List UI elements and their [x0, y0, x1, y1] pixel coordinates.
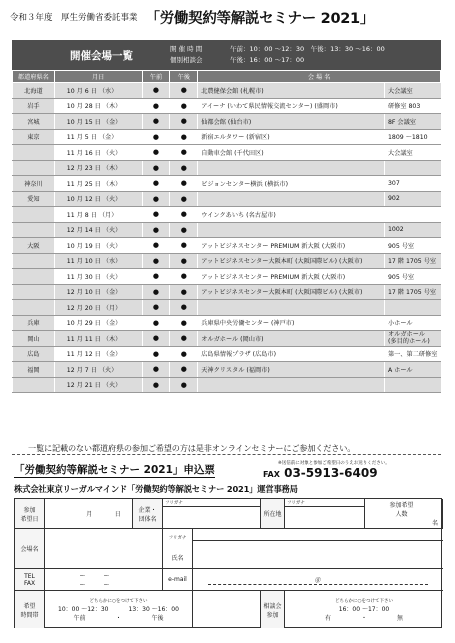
dash-4: ー: [103, 581, 128, 589]
name-furigana-label: フリガナ: [168, 536, 187, 541]
am-dot: ●: [142, 331, 170, 347]
pm-dot: ●: [170, 253, 198, 269]
time-note: どちらかに○をつけて下さい: [89, 598, 148, 604]
venue-cell: 天神クリスタル (福岡市): [198, 362, 385, 378]
venue-cell: 兵庫県中央労働センター (神戸市): [198, 315, 385, 331]
tel-dashes: [79, 571, 127, 580]
schedule-row: [13, 346, 441, 362]
venue-cell: [198, 160, 385, 176]
venue-cell: [198, 377, 385, 393]
room-cell: 大会議室: [384, 83, 440, 99]
page-title: 「労働契約等解説セミナー 2021」: [145, 10, 375, 27]
schedule-row: [13, 176, 441, 192]
pm-dot: ●: [170, 207, 198, 223]
location-label: 所在地: [261, 499, 285, 529]
fax-label: FAX: [263, 470, 280, 479]
date-cell: 10 月 12 日 （火）: [54, 191, 142, 207]
date-cell: 10 月 28 日 （木）: [54, 98, 142, 114]
pref-cell: [13, 300, 55, 316]
schedule-row: [13, 331, 441, 347]
no-option[interactable]: 無: [397, 614, 404, 622]
schedule-row: [13, 269, 441, 285]
am-dot: ●: [142, 346, 170, 362]
pref-cell: [13, 269, 55, 285]
cut-line: [12, 454, 441, 455]
date-cell: 12 月 7 日 （火）: [54, 362, 142, 378]
schedule-row: [13, 300, 441, 316]
pref-cell: 宮城: [13, 114, 55, 130]
venue-field[interactable]: [45, 529, 163, 569]
pref-cell: 愛知: [13, 191, 55, 207]
blank-cell: [193, 591, 261, 628]
col-pref: 都道府県名: [13, 71, 55, 83]
am-dot: ●: [142, 284, 170, 300]
room-line-2: (多目的ホール): [387, 338, 430, 346]
pref-cell: [13, 377, 55, 393]
pref-cell: 大阪: [13, 238, 55, 254]
venue-cell: ビジョンセンター横浜 (横浜市): [198, 176, 385, 192]
furigana-label: フリガナ: [165, 500, 183, 506]
location-field[interactable]: [285, 507, 365, 529]
schedule-row: [13, 238, 441, 254]
venue-cell: 仙都会館 (仙台市): [198, 114, 385, 130]
room-cell: 研修室 803: [384, 98, 440, 114]
yes-option[interactable]: 有: [324, 614, 331, 622]
date-cell: 10 月 29 日 （金）: [54, 315, 142, 331]
date-cell: 12 月 20 日 （月）: [54, 300, 142, 316]
venue-label: 会場名: [15, 529, 45, 569]
time-pm: 13：30 ～16：00: [128, 605, 179, 613]
count-label: 参加希望 人数: [389, 502, 414, 518]
schedule-row: [13, 207, 441, 223]
fax-label-2: FAX: [23, 579, 36, 587]
dash-3: ー: [79, 581, 104, 589]
pref-cell: 東京: [13, 129, 55, 145]
fax-number: [263, 466, 378, 480]
dash-2: ー: [103, 572, 128, 580]
room-cell: [384, 377, 440, 393]
tel-fax-field[interactable]: [45, 569, 163, 591]
col-am: 午前: [142, 71, 170, 83]
schedule-row: [13, 191, 441, 207]
session-time: 午前：10：00 ～12：30 午後：13：30 ～16：00: [230, 45, 385, 53]
col-venue: 会 場 名: [198, 71, 441, 83]
pm-dot: ●: [170, 346, 198, 362]
time-ranges: [58, 604, 179, 613]
am-dot: ●: [142, 191, 170, 207]
room-cell: [384, 160, 440, 176]
email-field[interactable]: [193, 569, 443, 591]
at-sign: ＠: [208, 575, 428, 585]
am-dot: ●: [142, 83, 170, 99]
room-cell: 1002: [384, 222, 440, 238]
page-header: [10, 4, 446, 30]
pref-cell: [13, 207, 55, 223]
room-cell: 17 階 1705 号室: [384, 253, 440, 269]
date-field[interactable]: [45, 499, 133, 529]
session-time-label: 開 催 時 間: [170, 45, 203, 53]
schedule-row: [13, 377, 441, 393]
banner-times: [170, 44, 385, 66]
am-dot: ●: [142, 222, 170, 238]
company-label: 企業・ 団体名: [133, 499, 163, 529]
date-cell: 10 月 6 日 （水）: [54, 83, 142, 99]
schedule-row: [13, 253, 441, 269]
date-label: 参加 希望日: [15, 499, 45, 529]
am-dot: ●: [142, 315, 170, 331]
venue-list-banner: [12, 40, 441, 70]
pref-cell: 広島: [13, 346, 55, 362]
am-dot: ●: [142, 160, 170, 176]
pm-dot: ●: [170, 269, 198, 285]
pm-dot: ●: [170, 83, 198, 99]
venue-cell: 自動車会館 (千代田区): [198, 145, 385, 161]
pref-cell: 神奈川: [13, 176, 55, 192]
name-furigana-field[interactable]: [193, 529, 443, 541]
am-dot: ●: [142, 300, 170, 316]
pm-dot: ●: [170, 377, 198, 393]
schedule-row: [13, 83, 441, 99]
date-cell: 10 月 15 日 （金）: [54, 114, 142, 130]
email-label: e-mail: [163, 569, 193, 591]
pm-dot: ●: [170, 238, 198, 254]
date-cell: 11 月 16 日 （火）: [54, 145, 142, 161]
pm-dot: ●: [170, 145, 198, 161]
venue-cell: アットビジネスセンター PREMIUM 新大阪 (大阪市): [198, 269, 385, 285]
pm-dot: ●: [170, 176, 198, 192]
application-title: 「労働契約等解説セミナー 2021」申込票: [14, 464, 215, 476]
time-label: 希望 時間帯: [15, 591, 45, 628]
schedule-row: [13, 114, 441, 130]
am-dot: ●: [142, 176, 170, 192]
pm-dot: ●: [170, 129, 198, 145]
furigana-label-2: フリガナ: [287, 500, 305, 506]
date-cell: 11 月 25 日 （木）: [54, 176, 142, 192]
schedule-row: [13, 129, 441, 145]
am-dot: ●: [142, 145, 170, 161]
name-field[interactable]: [193, 541, 443, 569]
venue-cell: 広島県情報プラザ (広島市): [198, 346, 385, 362]
month-text: 月: [86, 511, 93, 518]
am-dot: ●: [142, 129, 170, 145]
col-pm: 午後: [170, 71, 198, 83]
tel-fax-label: [15, 569, 45, 591]
room-cell: [384, 300, 440, 316]
pref-cell: [13, 160, 55, 176]
fax-dashes: [79, 580, 127, 589]
venue-cell: アットビジネスセンター PREMIUM 新大阪 (大阪市): [198, 238, 385, 254]
pref-cell: [13, 284, 55, 300]
schedule-row: [13, 145, 441, 161]
room-cell: 1809 ～1810: [384, 129, 440, 145]
banner-title: 開催会場一覧: [70, 49, 133, 62]
pref-cell: [13, 253, 55, 269]
schedule-row: [13, 222, 441, 238]
date-cell: 12 月 23 日 （木）: [54, 160, 142, 176]
venue-cell: 新宿エルタワー (新宿区): [198, 129, 385, 145]
sep-1: ・: [115, 614, 122, 622]
pm-dot: ●: [170, 191, 198, 207]
venue-cell: アットビジネスセンター大阪本町 (大阪国際ビル) (大阪市): [198, 253, 385, 269]
consult-time: 午後：16：00 ～17：00: [230, 56, 305, 64]
count-unit: 名: [431, 520, 438, 527]
tel-label: TEL: [24, 572, 35, 580]
date-cell: 12 月 10 日 （金）: [54, 284, 142, 300]
am-dot: ●: [142, 377, 170, 393]
venue-cell: アイーナ (いわて県民情報交流センター) (盛岡市): [198, 98, 385, 114]
yes-no-choice: [325, 613, 403, 622]
date-cell: 11 月 11 日 （木）: [54, 331, 142, 347]
col-date: 月日: [54, 71, 142, 83]
pref-cell: 兵庫: [13, 315, 55, 331]
schedule-row: [13, 362, 441, 378]
room-cell: 307: [384, 176, 440, 192]
pm-dot: ●: [170, 222, 198, 238]
office-name: 株式会社東京リーガルマインド「労働契約等解説セミナー 2021」運営事務局: [14, 484, 298, 494]
schedule-table: [12, 70, 441, 393]
consult-time-label: 個別相談会: [170, 56, 203, 64]
room-cell: [384, 331, 440, 347]
name-label-cell: [163, 529, 193, 569]
date-cell: 12 月 21 日 （火）: [54, 377, 142, 393]
schedule-row: [13, 284, 441, 300]
online-notice: 一覧に記載のない都道府県の参加ご希望の方は是非オンラインセミナーにご参加ください。: [28, 443, 356, 453]
am-dot: ●: [142, 207, 170, 223]
schedule-row: [13, 160, 441, 176]
time-field[interactable]: [45, 591, 193, 628]
pref-cell: 岩手: [13, 98, 55, 114]
venue-cell: [198, 222, 385, 238]
consult-label: 相談会 参加: [261, 591, 285, 628]
pref-cell: 福岡: [13, 362, 55, 378]
date-cell: 11 月 10 日 （水）: [54, 253, 142, 269]
room-cell: 17 階 1705 号室: [384, 284, 440, 300]
room-cell: A ホール: [384, 362, 440, 378]
room-cell: 大会議室: [384, 145, 440, 161]
fax-number-value: 03-5913-6409: [284, 466, 378, 480]
name-label: 氏名: [171, 555, 184, 562]
am-dot: ●: [142, 269, 170, 285]
schedule-row: [13, 315, 441, 331]
venue-cell: アットビジネスセンター大阪本町 (大阪国際ビル) (大阪市): [198, 284, 385, 300]
location-furigana[interactable]: [285, 499, 365, 507]
consult-note: どちらかに○をつけて下さい: [335, 598, 393, 604]
pm-dot: ●: [170, 160, 198, 176]
room-cell: [384, 207, 440, 223]
room-cell: 小ホール: [384, 315, 440, 331]
am-dot: ●: [142, 114, 170, 130]
pm-dot: ●: [170, 114, 198, 130]
venue-cell: オルガホール (岡山市): [198, 331, 385, 347]
date-cell: 11 月 8 日 （月）: [54, 207, 142, 223]
consult-field[interactable]: [285, 591, 443, 628]
time-am: 10：00 ～12：30: [58, 605, 109, 613]
am-dot: ●: [142, 253, 170, 269]
pm-dot: ●: [170, 315, 198, 331]
am-dot: ●: [142, 238, 170, 254]
day-text: 日: [114, 511, 121, 518]
am-dot: ●: [142, 362, 170, 378]
am-option[interactable]: 午前: [73, 614, 86, 622]
sponsor-text: 令和３年度 厚生労働省委託事業: [10, 13, 138, 23]
pm-dot: ●: [170, 98, 198, 114]
pref-cell: [13, 222, 55, 238]
company-field[interactable]: [163, 507, 261, 529]
date-cell: 10 月 19 日 （火）: [54, 238, 142, 254]
room-cell: 第一、第二研修室: [384, 346, 440, 362]
venue-cell: [198, 191, 385, 207]
date-cell: 11 月 5 日 （金）: [54, 129, 142, 145]
room-cell: 902: [384, 191, 440, 207]
sep-2: ・: [360, 614, 367, 622]
pref-cell: 岡山: [13, 331, 55, 347]
venue-cell: ウインクあいち (名古屋市): [198, 207, 385, 223]
company-furigana[interactable]: [163, 499, 261, 507]
pm-dot: ●: [170, 284, 198, 300]
venue-cell: 北農健保会館 (札幌市): [198, 83, 385, 99]
fine-print: ※送信前に対象と参加ご希望日のうえお送りください。: [278, 461, 390, 466]
dash-1: ー: [79, 572, 104, 580]
pref-cell: [13, 145, 55, 161]
application-form: [14, 498, 442, 628]
room-cell: 8F 会議室: [384, 114, 440, 130]
pm-dot: ●: [170, 362, 198, 378]
consult-time-range: 16：00 ～17：00: [338, 605, 390, 613]
room-cell: 905 号室: [384, 269, 440, 285]
pref-cell: 北海道: [13, 83, 55, 99]
am-dot: ●: [142, 98, 170, 114]
am-pm-choice: [73, 613, 163, 622]
room-line-1: オルガホール: [387, 331, 425, 339]
pm-dot: ●: [170, 300, 198, 316]
count-field[interactable]: [365, 499, 443, 529]
pm-dot: ●: [170, 331, 198, 347]
date-cell: 11 月 30 日 （火）: [54, 269, 142, 285]
schedule-row: [13, 98, 441, 114]
room-cell: 905 号室: [384, 238, 440, 254]
date-cell: 11 月 12 日 （金）: [54, 346, 142, 362]
pm-option[interactable]: 午後: [151, 614, 164, 622]
venue-cell: [198, 300, 385, 316]
date-cell: 12 月 14 日 （火）: [54, 222, 142, 238]
